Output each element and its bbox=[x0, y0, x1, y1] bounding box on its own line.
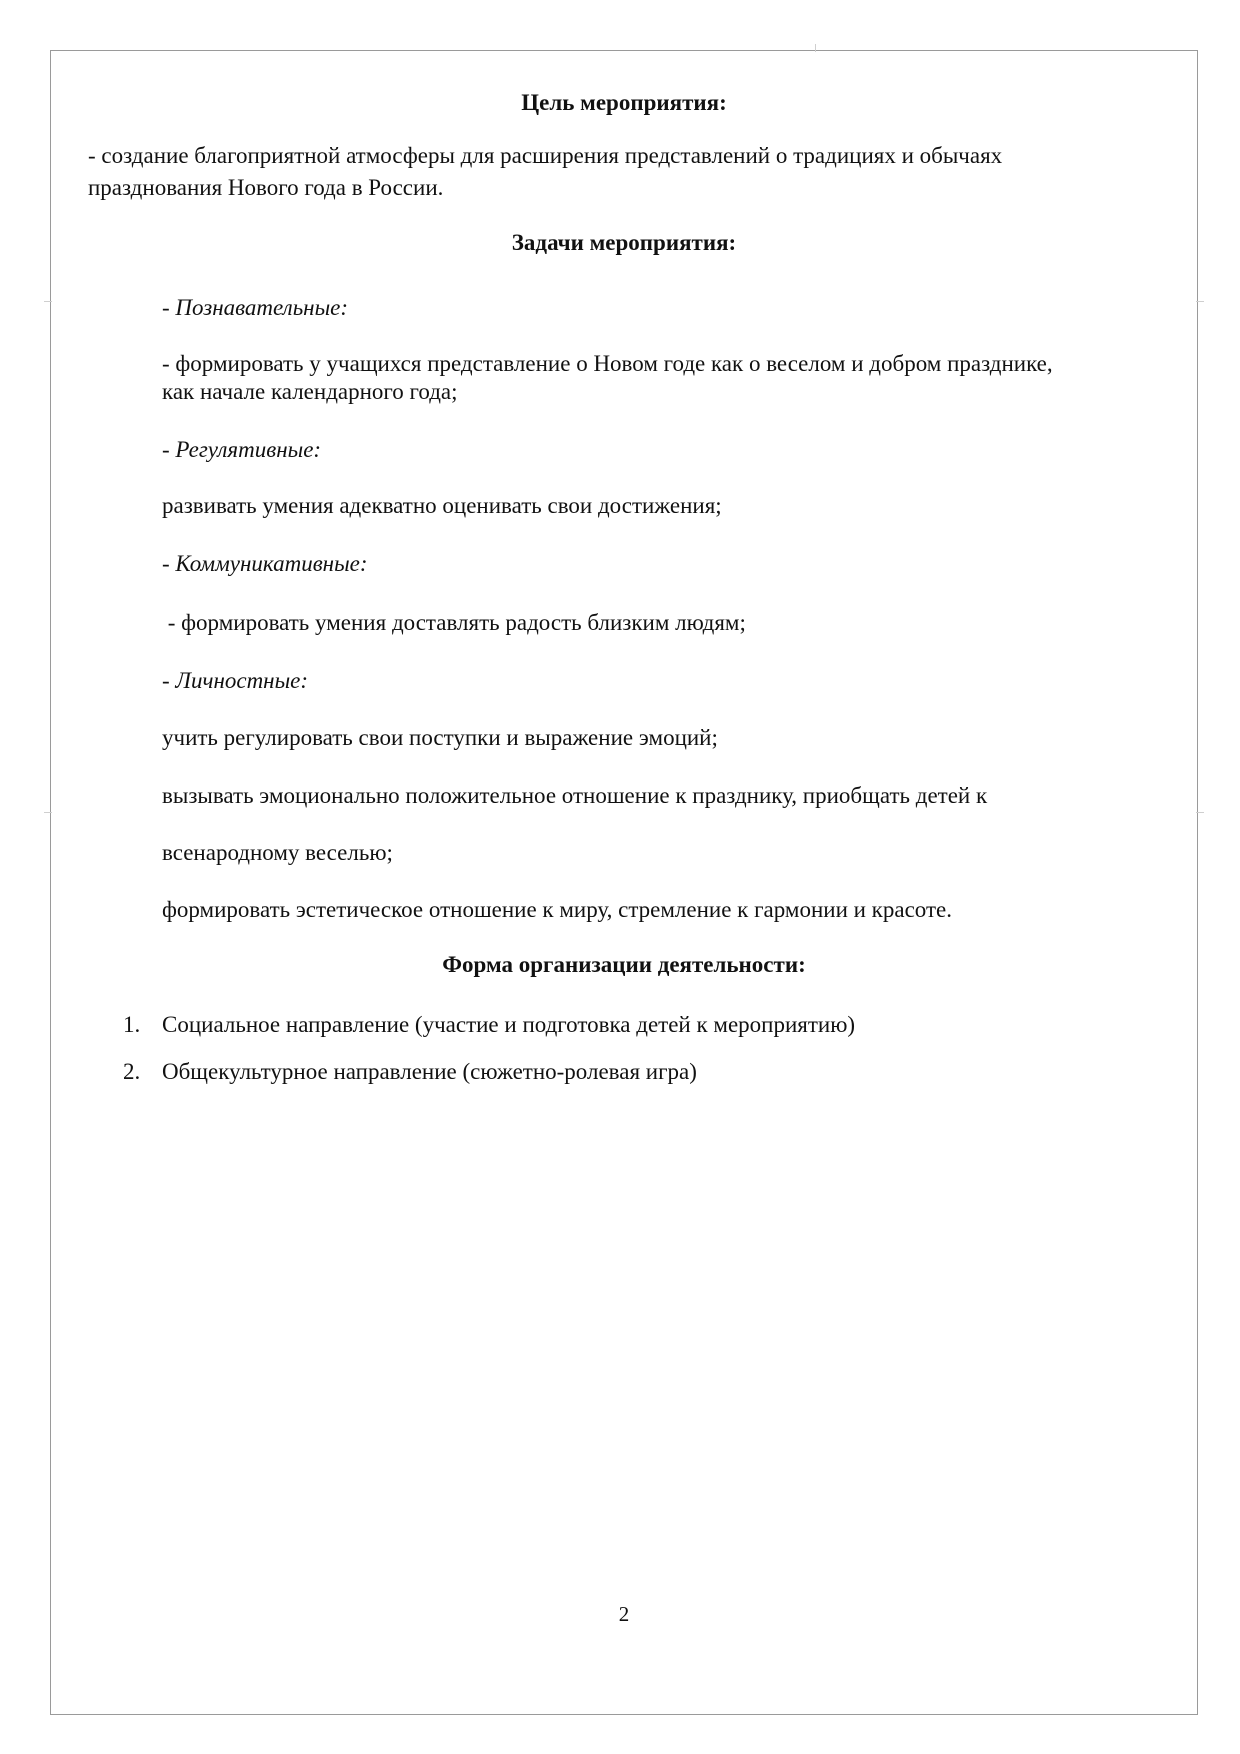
cognitive-task-line: - формировать у учащихся представление о Новом годе как о веселом и добром празднике, bbox=[162, 351, 1053, 376]
personal-task: формировать эстетическое отношение к миру, стремление к гармонии и красоте. bbox=[162, 897, 952, 922]
form-list-item: Общекультурное направление (сюжетно-ролевая игра) bbox=[162, 1059, 697, 1084]
page-number: 2 bbox=[618, 1602, 630, 1626]
form-list-item: Социальное направление (участие и подготовка детей к мероприятию) bbox=[162, 1012, 856, 1037]
regulative-label: - Регулятивные: bbox=[162, 437, 322, 462]
cognitive-task-line: как начале календарного года; bbox=[162, 379, 458, 404]
personal-label: - Личностные: bbox=[162, 668, 309, 693]
border-tick bbox=[1196, 812, 1204, 813]
border-tick bbox=[1196, 301, 1204, 302]
personal-task: всенародному веселью; bbox=[162, 840, 393, 865]
personal-task: вызывать эмоционально положительное отношение к празднику, приобщать детей к bbox=[162, 783, 988, 808]
regulative-task: развивать умения адекватно оценивать свои достижения; bbox=[162, 493, 722, 518]
border-tick bbox=[815, 44, 816, 52]
goal-heading: Цель мероприятия: bbox=[521, 90, 727, 115]
communicative-task: - формировать умения доставлять радость близким людям; bbox=[162, 610, 746, 635]
goal-text-line: празднования Нового года в России. bbox=[88, 175, 444, 200]
border-tick bbox=[44, 812, 52, 813]
border-tick bbox=[44, 301, 52, 302]
tasks-heading: Задачи мероприятия: bbox=[511, 230, 737, 255]
form-list-number: 1. bbox=[123, 1012, 141, 1037]
goal-text-line: - создание благоприятной атмосферы для расширения представлений о традициях и обычаях bbox=[88, 143, 1003, 168]
cognitive-label: - Познавательные: bbox=[162, 295, 349, 320]
communicative-label: - Коммуникативные: bbox=[162, 551, 368, 576]
form-heading: Форма организации деятельности: bbox=[442, 952, 806, 977]
personal-task: учить регулировать свои поступки и выражение эмоций; bbox=[162, 725, 718, 750]
form-list-number: 2. bbox=[123, 1059, 141, 1084]
